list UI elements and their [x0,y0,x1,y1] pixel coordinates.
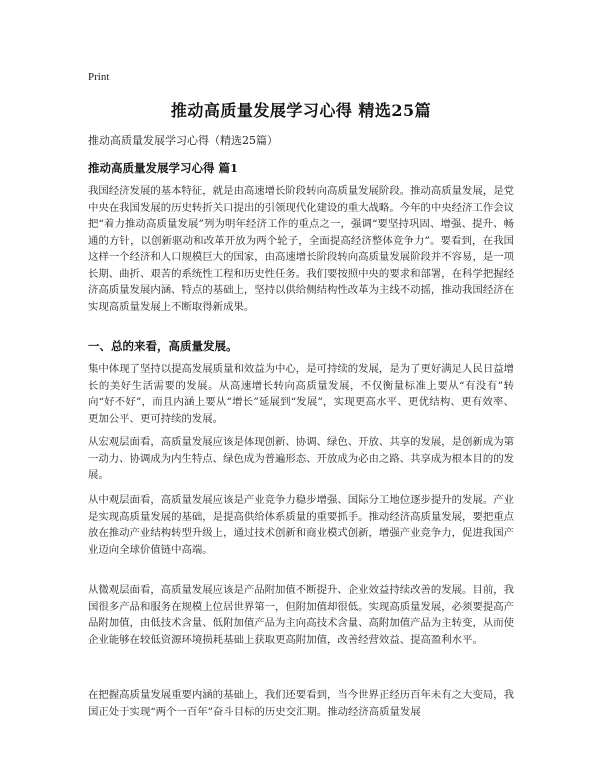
paragraph-3: 从宏观层面看，高质量发展应该是体现创新、协调、绿色、开放、共享的发展，是创新成为第一动力、协调成为内生特点、绿色成为普遍形态、开放成为必由之路、共享成为根本目的的发展。 [88,436,515,481]
paragraph-1: 我国经济发展的基本特征，就是由高速增长阶段转向高质量发展阶段。推动高质量发展，是党中央在我国发展的历史转折关口提出的引领现代化建设的重大战略。今年的中央经济工作会议把“着力推动高质量发展”列为明年经济工作的重点之一，强调“要坚持巩固、增强、提升、畅通的方针，以创新驱动和改革开放为两个轮子，全面提高经济整体竞争力”。要看到，在我国这样一个经济和人口规模巨大的国家，由高速增长阶段转向高质量发展阶段并不容易，是一项长期、曲折、艰苦的系统性工程和历史性任务。我们要按照中央的要求和部署，在科学把握经济高质量发展内涵、特点的基础上，坚持以供给侧结构性改革为主线不动摇，推动我国经济在实现高质量发展上不断取得新成果。 [88,185,515,313]
section-heading-1: 推动高质量发展学习心得 篇1 [88,161,239,175]
paragraph-5: 从微观层面看，高质量发展应该是产品附加值不断提升、企业效益持续改善的发展。目前，我国很多产品和服务在规模上位居世界第一，但附加值却很低。实现高质量发展，必须要提高产品附加值，由低技术含量、低附加值产品为主向高技术含量、高附加值产品为主转变，从而使企业能够在较低资源环境损耗基础上获取更高附加值，改善经营效益、提高盈利水平。 [88,584,515,646]
paragraph-4: 从中观层面看，高质量发展应该是产业竞争力稳步增强、国际分工地位逐步提升的发展。产业是实现高质量发展的基础，是提高供给体系质量的重要抓手。推动经济高质量发展，要把重点放在推动产业结构转型升级上，通过技术创新和商业模式创新，增强产业竞争力，促进我国产业迈向全球价值链中高端。 [88,494,515,556]
page-subtitle: 推动高质量发展学习心得（精选25篇） [88,134,278,147]
section-heading-2: 一、总的来看，高质量发展。 [88,339,238,353]
paragraph-2: 集中体现了坚持以提高发展质量和效益为中心，是可持续的发展，是为了更好满足人民日益增长的美好生活需要的发展。从高速增长转向高质量发展，不仅衡量标准上要从“有没有”转向“好不好”，而且内涵上要从“增长”延展到“发展”，实现更高水平、更优结构、更有效率、更加公平、更可持续的发展。 [88,363,515,425]
print-label: Print [88,71,110,83]
paragraph-6: 在把握高质量发展重要内涵的基础上，我们还要看到，当今世界正经历百年未有之大变局，我国正处于实现“两个一百年”奋斗目标的历史交汇期。推动经济高质量发展 [88,689,515,718]
page-title: 推动高质量发展学习心得 精选25篇 [170,101,432,120]
